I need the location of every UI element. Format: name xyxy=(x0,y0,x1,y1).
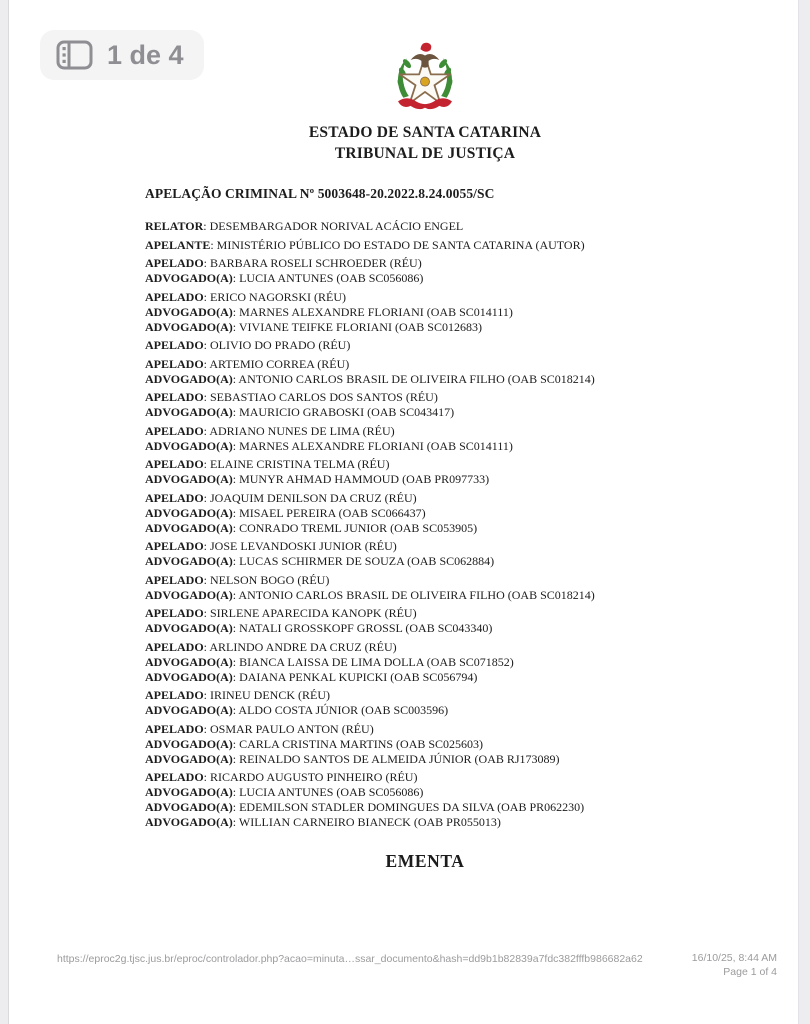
party-role-label: APELADO xyxy=(145,539,204,553)
org-header xyxy=(145,122,705,164)
party-line: RELATOR: DESEMBARGADOR NORIVAL ACÁCIO ENGEL xyxy=(145,219,464,233)
party-role-label: ADVOGADO(A) xyxy=(145,304,233,319)
party-line: ADVOGADO(A): LUCIA ANTUNES (OAB SC056086) xyxy=(145,271,424,285)
party-role-label: ADVOGADO(A) xyxy=(145,703,233,717)
section-heading-ementa: EMENTA xyxy=(385,851,465,871)
party-role-label: ADVOGADO(A) xyxy=(145,520,233,535)
org-name-line2: TRIBUNAL DE JUSTIÇA xyxy=(334,145,516,162)
party-group xyxy=(145,722,705,767)
party-line: APELADO: SEBASTIAO CARLOS DOS SANTOS (RÉU) xyxy=(145,390,438,404)
party-line: ADVOGADO(A): MISAEL PEREIRA (OAB SC066437) xyxy=(145,505,426,520)
parties-list xyxy=(145,219,705,830)
party-role-label: APELADO xyxy=(145,606,204,620)
party-line: APELADO: ADRIANO NUNES DE LIMA (RÉU) xyxy=(145,423,395,438)
party-line: APELADO: ERICO NAGORSKI (RÉU) xyxy=(145,289,347,304)
org-name-line1: ESTADO DE SANTA CATARINA xyxy=(308,124,542,141)
party-line: ADVOGADO(A): NATALI GROSSKOPF GROSSL (OAB SC043340) xyxy=(145,621,493,635)
party-line: ADVOGADO(A): LUCAS SCHIRMER DE SOUZA (OAB SC062884) xyxy=(145,554,495,568)
party-role-label: ADVOGADO(A) xyxy=(145,751,233,766)
party-line: ADVOGADO(A): BIANCA LAISSA DE LIMA DOLLA (OAB SC071852) xyxy=(145,654,514,669)
party-line: ADVOGADO(A): CARLA CRISTINA MARTINS (OAB SC025603) xyxy=(145,736,484,751)
party-group xyxy=(145,338,705,353)
party-role-label: APELADO xyxy=(145,423,204,438)
party-line: ADVOGADO(A): ANTONIO CARLOS BRASIL DE OLIVEIRA FILHO (OAB SC018214) xyxy=(145,587,595,602)
footer-source-url: https://eproc2g.tjsc.jus.br/eproc/controlador.php?acao=minuta…ssar_documento&hash=dd9b1b82839a7fdc382fffb986682a62 xyxy=(57,953,643,965)
party-role-label: APELADO xyxy=(145,390,204,404)
party-role-label: ADVOGADO(A) xyxy=(145,669,233,684)
party-group xyxy=(145,424,705,454)
party-group xyxy=(145,573,705,603)
party-group xyxy=(145,457,705,487)
party-role-label: APELADO xyxy=(145,770,204,784)
document-page xyxy=(145,0,705,872)
footer-page-label: Page 1 of 4 xyxy=(723,966,777,978)
party-group xyxy=(145,238,705,253)
party-role-label: APELADO xyxy=(145,490,204,505)
party-line: APELADO: ARTEMIO CORREA (RÉU) xyxy=(145,356,350,371)
viewer-left-gutter xyxy=(0,0,9,1024)
party-line: APELADO: IRINEU DENCK (RÉU) xyxy=(145,688,330,702)
party-group xyxy=(145,606,705,636)
party-line: ADVOGADO(A): CONRADO TREML JUNIOR (OAB SC053905) xyxy=(145,520,478,535)
party-line: ADVOGADO(A): WILLIAN CARNEIRO BIANECK (OAB PR055013) xyxy=(145,815,501,829)
party-line: ADVOGADO(A): MAURICIO GRABOSKI (OAB SC043417) xyxy=(145,405,455,419)
party-role-label: ADVOGADO(A) xyxy=(145,815,233,829)
party-role-label: ADVOGADO(A) xyxy=(145,621,233,635)
party-role-label: RELATOR xyxy=(145,219,204,233)
party-role-label: APELADO xyxy=(145,688,204,702)
party-line: APELADO: NELSON BOGO (RÉU) xyxy=(145,572,330,587)
party-role-label: ADVOGADO(A) xyxy=(145,438,233,453)
party-line: ADVOGADO(A): MUNYR AHMAD HAMMOUD (OAB PR097733) xyxy=(145,472,490,486)
footer-meta xyxy=(692,951,777,979)
party-group xyxy=(145,290,705,335)
party-role-label: ADVOGADO(A) xyxy=(145,785,233,799)
party-role-label: APELADO xyxy=(145,289,204,304)
party-line: APELADO: BARBARA ROSELI SCHROEDER (RÉU) xyxy=(145,256,422,270)
party-group xyxy=(145,640,705,685)
footer-timestamp: 16/10/25, 8:44 AM xyxy=(691,952,777,964)
party-role-label: ADVOGADO(A) xyxy=(145,472,233,486)
thumbnails-sidebar-icon[interactable] xyxy=(56,40,93,70)
party-role-label: APELADO xyxy=(145,639,204,654)
party-group xyxy=(145,390,705,420)
party-line: ADVOGADO(A): LUCIA ANTUNES (OAB SC056086) xyxy=(145,785,424,799)
party-line: APELADO: ARLINDO ANDRE DA CRUZ (RÉU) xyxy=(145,639,397,654)
party-line: ADVOGADO(A): MARNES ALEXANDRE FLORIANI (OAB SC014111) xyxy=(145,304,513,319)
party-role-label: APELADO xyxy=(145,338,204,352)
party-role-label: ADVOGADO(A) xyxy=(145,319,233,334)
party-group xyxy=(145,357,705,387)
party-line: ADVOGADO(A): ALDO COSTA JÚNIOR (OAB SC003596) xyxy=(145,703,449,717)
party-line: ADVOGADO(A): DAIANA PENKAL KUPICKI (OAB SC056794) xyxy=(145,669,478,684)
party-role-label: ADVOGADO(A) xyxy=(145,736,233,751)
party-role-label: ADVOGADO(A) xyxy=(145,554,233,568)
party-role-label: ADVOGADO(A) xyxy=(145,654,233,669)
party-role-label: ADVOGADO(A) xyxy=(145,271,233,285)
party-line: APELADO: JOSE LEVANDOSKI JUNIOR (RÉU) xyxy=(145,539,397,553)
party-line: APELANTE: MINISTÉRIO PÚBLICO DO ESTADO DE SANTA CATARINA (AUTOR) xyxy=(145,237,585,252)
party-role-label: ADVOGADO(A) xyxy=(145,405,233,419)
party-group xyxy=(145,491,705,536)
party-line: ADVOGADO(A): MARNES ALEXANDRE FLORIANI (OAB SC014111) xyxy=(145,438,513,453)
party-line: APELADO: RICARDO AUGUSTO PINHEIRO (RÉU) xyxy=(145,770,418,784)
santa-catarina-coat-of-arms-icon xyxy=(389,40,461,116)
party-line: ADVOGADO(A): ANTONIO CARLOS BRASIL DE OLIVEIRA FILHO (OAB SC018214) xyxy=(145,371,595,386)
viewer-right-gutter xyxy=(798,0,810,1024)
party-group xyxy=(145,688,705,718)
party-line: APELADO: OSMAR PAULO ANTON (RÉU) xyxy=(145,721,374,736)
party-line: APELADO: ELAINE CRISTINA TELMA (RÉU) xyxy=(145,457,390,471)
party-role-label: APELANTE xyxy=(145,237,211,252)
party-role-label: APELADO xyxy=(145,356,204,371)
party-role-label: ADVOGADO(A) xyxy=(145,505,233,520)
party-line: ADVOGADO(A): EDEMILSON STADLER DOMINGUES DA SILVA (OAB PR062230) xyxy=(145,800,585,814)
party-role-label: ADVOGADO(A) xyxy=(145,800,233,814)
party-role-label: APELADO xyxy=(145,457,204,471)
party-role-label: APELADO xyxy=(145,721,204,736)
party-line: APELADO: JOAQUIM DENILSON DA CRUZ (RÉU) xyxy=(145,490,417,505)
party-group xyxy=(145,219,705,234)
party-role-label: APELADO xyxy=(145,572,204,587)
party-line: APELADO: SIRLENE APARECIDA KANOPK (RÉU) xyxy=(145,606,417,620)
party-role-label: APELADO xyxy=(145,256,204,270)
party-line: ADVOGADO(A): REINALDO SANTOS DE ALMEIDA JÚNIOR (OAB RJ173089) xyxy=(145,751,560,766)
page-indicator-text: 1 de 4 xyxy=(107,39,184,70)
party-group xyxy=(145,770,705,830)
case-title: APELAÇÃO CRIMINAL Nº 5003648-20.2022.8.24.0055/SC xyxy=(145,186,495,201)
party-group xyxy=(145,539,705,569)
party-role-label: ADVOGADO(A) xyxy=(145,587,233,602)
party-line: APELADO: OLIVIO DO PRADO (RÉU) xyxy=(145,338,351,352)
party-line: ADVOGADO(A): VIVIANE TEIFKE FLORIANI (OAB SC012683) xyxy=(145,319,482,334)
party-group xyxy=(145,256,705,286)
party-role-label: ADVOGADO(A) xyxy=(145,371,233,386)
